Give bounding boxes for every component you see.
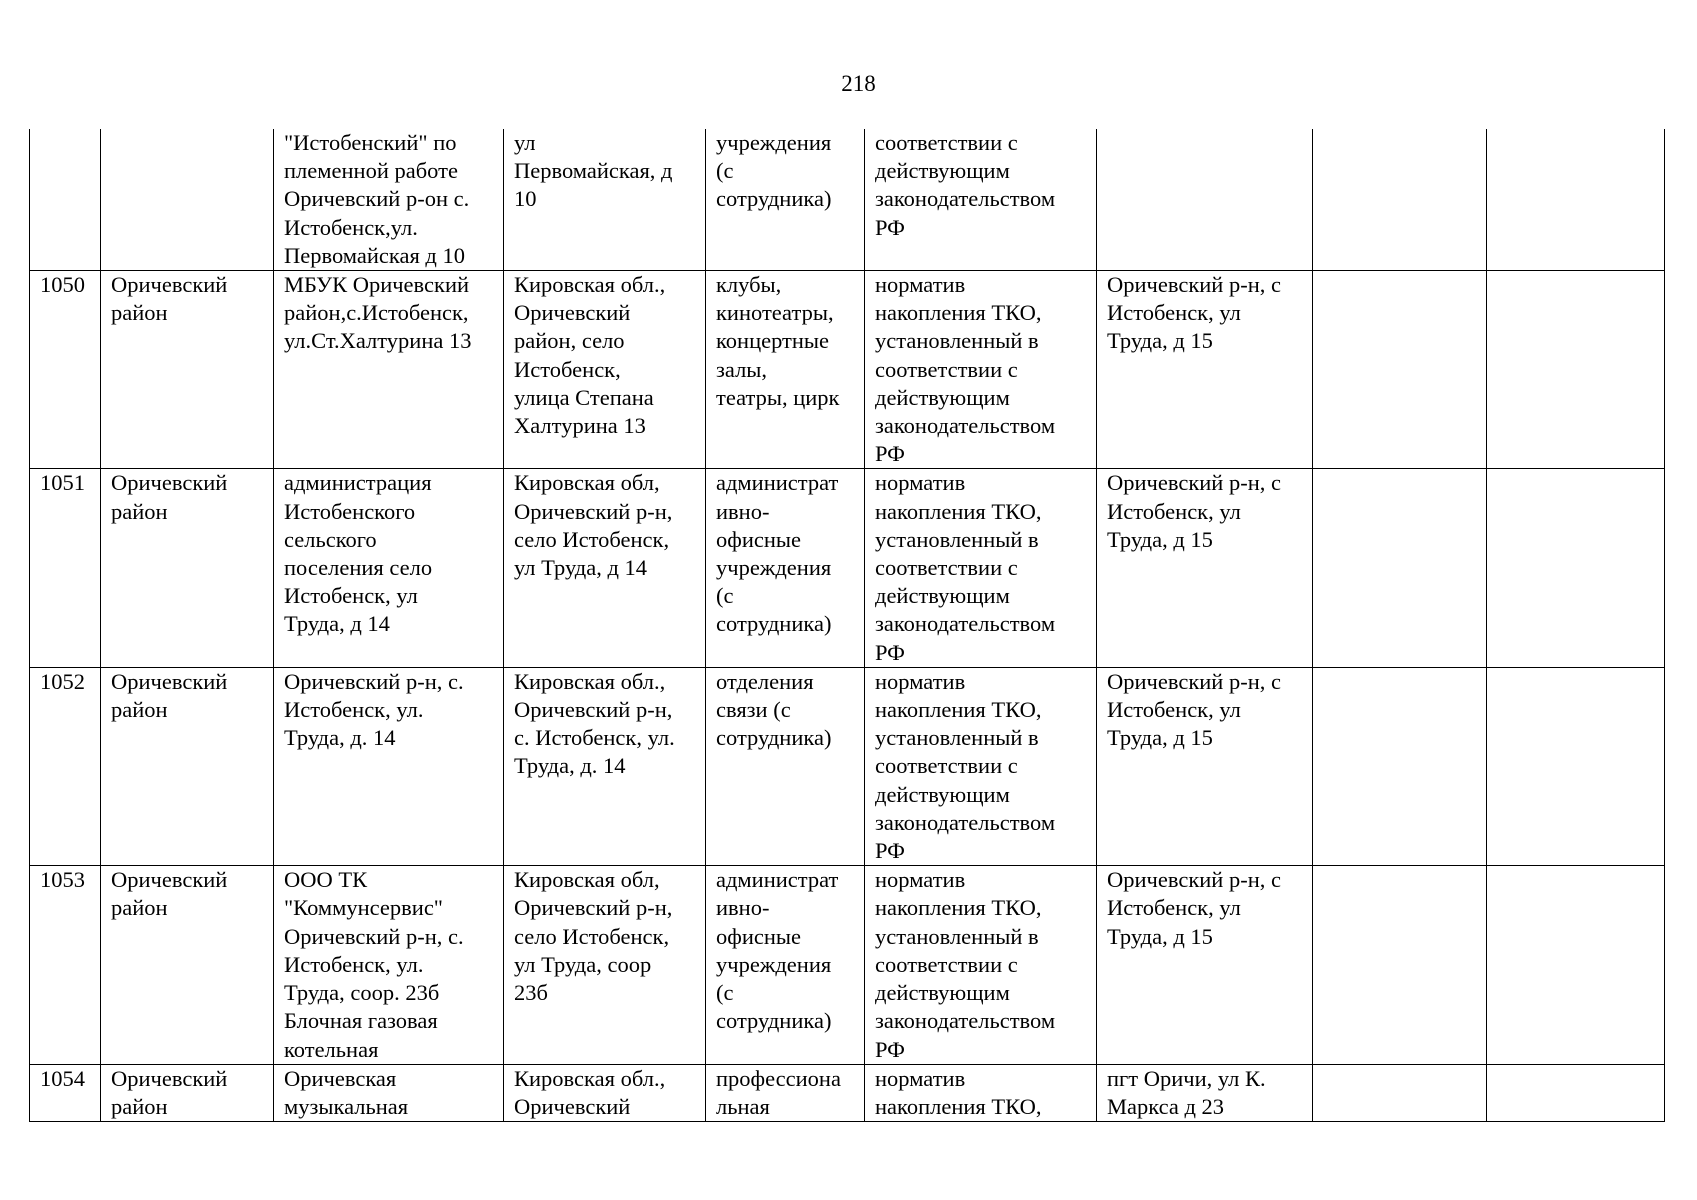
cell-object-name: МБУК Оричевский район,с.Истобенск, ул.Ст.Халтурина 13 (274, 271, 504, 469)
cell-number: 1053 (30, 866, 101, 1064)
cell-object-name: ООО ТК "Коммунсервис" Оричевский р-н, с. Истобенск, ул. Труда, соор. 23б Блочная газовая котельная (274, 866, 504, 1064)
cell-site (1097, 129, 1313, 271)
cell-extra-2 (1487, 667, 1665, 865)
cell-extra-1 (1313, 1064, 1487, 1121)
table-row (30, 866, 1665, 1064)
cell-norm: норматив накопления ТКО, (865, 1064, 1097, 1121)
cell-category: клубы, кинотеатры, концертные залы, театры, цирк (706, 271, 865, 469)
cell-norm: норматив накопления ТКО, установленный в соответствии с действующим законодательством РФ (865, 667, 1097, 865)
table-row (30, 271, 1665, 469)
cell-number: 1054 (30, 1064, 101, 1121)
table-row (30, 469, 1665, 667)
cell-norm: норматив накопления ТКО, установленный в соответствии с действующим законодательством РФ (865, 469, 1097, 667)
cell-extra-2 (1487, 1064, 1665, 1121)
cell-address: Кировская обл., Оричевский (504, 1064, 706, 1121)
cell-norm: норматив накопления ТКО, установленный в соответствии с действующим законодательством РФ (865, 866, 1097, 1064)
cell-site: Оричевский р-н, с Истобенск, ул Труда, д 15 (1097, 469, 1313, 667)
cell-site: Оричевский р-н, с Истобенск, ул Труда, д 15 (1097, 866, 1313, 1064)
cell-number: 1050 (30, 271, 101, 469)
cell-category: администрат ивно- офисные учреждения (с сотрудника) (706, 469, 865, 667)
cell-number (30, 129, 101, 271)
cell-object-name: "Истобенский" по племенной работе Оричевский р-он с. Истобенск,ул. Первомайская д 10 (274, 129, 504, 271)
table-row (30, 129, 1665, 271)
cell-address: Кировская обл, Оричевский р-н, село Истобенск, ул Труда, соор 23б (504, 866, 706, 1064)
cell-district: Оричевский район (101, 866, 274, 1064)
cell-extra-1 (1313, 271, 1487, 469)
cell-object-name: Оричевская музыкальная (274, 1064, 504, 1121)
cell-district (101, 129, 274, 271)
cell-address: Кировская обл., Оричевский район, село Истобенск, улица Степана Халтурина 13 (504, 271, 706, 469)
cell-address: Кировская обл, Оричевский р-н, село Истобенск, ул Труда, д 14 (504, 469, 706, 667)
cell-category: администрат ивно- офисные учреждения (с сотрудника) (706, 866, 865, 1064)
cell-extra-1 (1313, 866, 1487, 1064)
cell-extra-2 (1487, 129, 1665, 271)
registry-table (29, 129, 1665, 1122)
cell-district: Оричевский район (101, 667, 274, 865)
cell-norm: соответствии с действующим законодательством РФ (865, 129, 1097, 271)
cell-site: пгт Оричи, ул К. Маркса д 23 (1097, 1064, 1313, 1121)
cell-category: учреждения (с сотрудника) (706, 129, 865, 271)
table-row (30, 667, 1665, 865)
table-body (30, 129, 1665, 1122)
cell-extra-1 (1313, 129, 1487, 271)
cell-extra-2 (1487, 469, 1665, 667)
table-row (30, 1064, 1665, 1121)
cell-norm: норматив накопления ТКО, установленный в соответствии с действующим законодательством РФ (865, 271, 1097, 469)
cell-category: отделения связи (с сотрудника) (706, 667, 865, 865)
cell-extra-1 (1313, 667, 1487, 865)
cell-site: Оричевский р-н, с Истобенск, ул Труда, д 15 (1097, 667, 1313, 865)
cell-object-name: администрация Истобенского сельского поселения село Истобенск, ул Труда, д 14 (274, 469, 504, 667)
page-number: 218 (841, 71, 876, 96)
cell-number: 1052 (30, 667, 101, 865)
cell-extra-2 (1487, 866, 1665, 1064)
cell-address: ул Первомайская, д 10 (504, 129, 706, 271)
cell-category: профессиона льная (706, 1064, 865, 1121)
cell-address: Кировская обл., Оричевский р-н, с. Истобенск, ул. Труда, д. 14 (504, 667, 706, 865)
cell-number: 1051 (30, 469, 101, 667)
cell-district: Оричевский район (101, 1064, 274, 1121)
cell-extra-1 (1313, 469, 1487, 667)
cell-site: Оричевский р-н, с Истобенск, ул Труда, д 15 (1097, 271, 1313, 469)
cell-extra-2 (1487, 271, 1665, 469)
cell-district: Оричевский район (101, 271, 274, 469)
cell-object-name: Оричевский р-н, с. Истобенск, ул. Труда, д. 14 (274, 667, 504, 865)
cell-district: Оричевский район (101, 469, 274, 667)
